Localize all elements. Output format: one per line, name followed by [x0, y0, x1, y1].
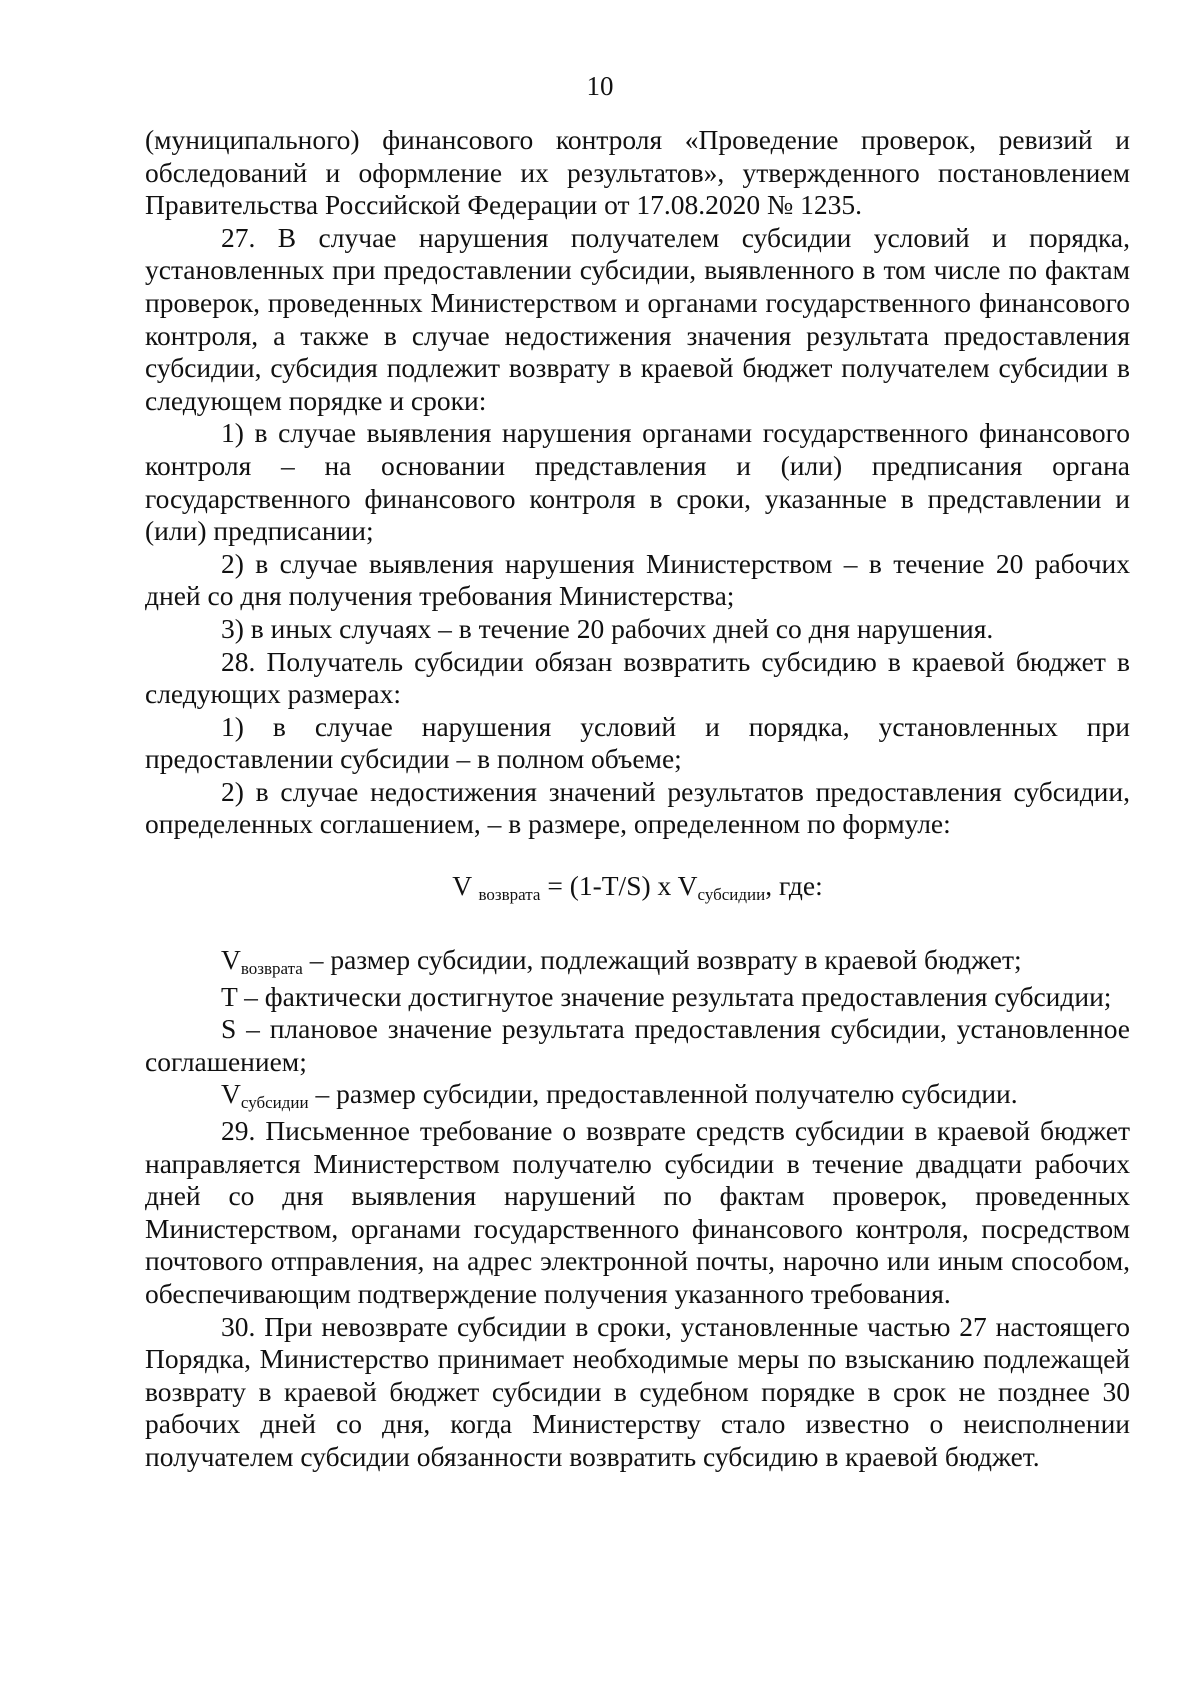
page-number: 10	[586, 71, 614, 101]
definition-v-subsidy-letter: V	[221, 1078, 241, 1110]
paragraph-27: 27. В случае нарушения получателем субсидии условий и порядка, установленных при предоставлении субсидии, выявленного в том числе по фактам проверок, проведенных Министерством и органами государственного финансового контроля, а также в случае недостижения значения результата предоставления субсидии, субсидия подлежит возврату в краевой бюджет получателем субсидии в следующем порядке и сроки:	[145, 221, 1130, 416]
paragraph-28-item-1: 1) в случае нарушения условий и порядка, установленных при предоставлении субсидии – в полном объеме;	[145, 710, 1130, 775]
definition-v-subsidy-subscript: субсидии	[240, 1093, 309, 1113]
paragraph-29: 29. Письменное требование о возврате средств субсидии в краевой бюджет направляется Министерством получателю субсидии в течение двадцати рабочих дней со дня выявления нарушений по фактам проверок, проведенных Министерством, органами государственного финансового контроля, посредством почтового отправления, на адрес электронной почты, нарочно или иным способом, обеспечивающим подтверждение получения указанного требования.	[145, 1115, 1130, 1309]
paragraph-27-item-1: 1) в случае выявления нарушения органами государственного финансового контроля – на основании представления и (или) предписания органа государственного финансового контроля в сроки, указанные в представлении и (или) предписании;	[145, 417, 1130, 547]
formula-v-letter: V	[452, 870, 472, 902]
definition-s: S – плановое значение результата предоставления субсидии, установленное соглашением;	[145, 1013, 1130, 1077]
document-body	[145, 124, 1130, 1474]
definition-v-subsidy	[145, 1078, 1130, 1115]
paragraph-27-item-3: 3) в иных случаях – в течение 20 рабочих дней со дня нарушения.	[221, 612, 994, 644]
formula-middle: = (1-T/S) x V	[547, 870, 698, 902]
definition-v-return-subscript: возврата	[240, 959, 303, 979]
formula-v-subsidy-subscript: субсидии	[697, 885, 766, 905]
paragraph-28: 28. Получатель субсидии обязан возвратить субсидию в краевой бюджет в следующих размерах:	[145, 645, 1130, 710]
definition-t: T – фактически достигнутое значение результата предоставления субсидии;	[221, 980, 1112, 1012]
definition-v-return	[145, 944, 1130, 981]
paragraph-28-item-2: 2) в случае недостижения значений результатов предоставления субсидии, определенных соглашением, – в размере, определенном по формуле:	[145, 775, 1130, 840]
formula-tail: , где:	[765, 870, 823, 902]
paragraph-30: 30. При невозврате субсидии в сроки, установленные частью 27 настоящего Порядка, Министерство принимает необходимые меры по взысканию подлежащей возврату в краевой бюджет субсидии в судебном порядке в срок не позднее 30 рабочих дней со дня, когда Министерству стало известно о неисполнении получателем субсидии обязанности возвратить субсидию в краевой бюджет.	[145, 1310, 1130, 1472]
definition-v-return-letter: V	[221, 944, 241, 976]
paragraph-27-item-2: 2) в случае выявления нарушения Министерством – в течение 20 рабочих дней со дня получения требования Министерства;	[145, 547, 1130, 612]
definition-v-return-text: – размер субсидии, подлежащий возврату в краевой бюджет;	[302, 944, 1022, 976]
definition-v-subsidy-text: – размер субсидии, предоставленной получателю субсидии.	[308, 1078, 1018, 1110]
paragraph-continuation: (муниципального) финансового контроля «Проведение проверок, ревизий и обследований и оформление их результатов», утвержденного постановлением Правительства Российской Федерации от 17.08.2020 № 1235.	[145, 124, 1130, 221]
formula	[145, 870, 1130, 906]
formula-v-return-subscript: возврата	[478, 885, 541, 905]
